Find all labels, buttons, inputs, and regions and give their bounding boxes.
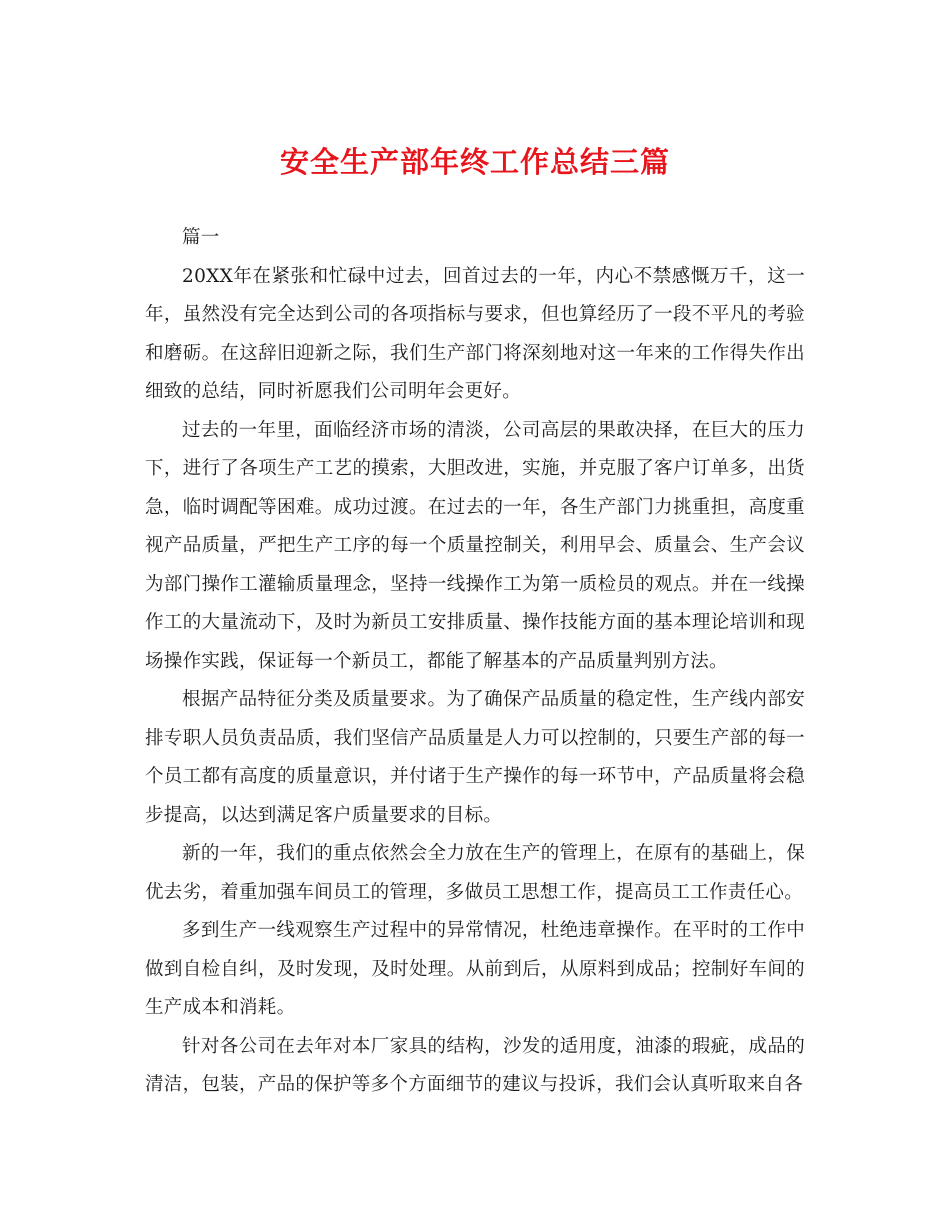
paragraph: 多到生产一线观察生产过程中的异常情况，杜绝违章操作。在平时的工作中做到自检自纠，及时发现，及时处理。从前到后，从原料到成品；控制好车间的生产成本和消耗。	[145, 920, 805, 1018]
paragraph: 新的一年，我们的重点依然会全力放在生产的管理上，在原有的基础上，保优去劣，着重加强车间员工的管理，多做员工思想工作，提高员工工作责任心。	[145, 843, 805, 903]
document-title: 安全生产部年终工作总结三篇	[279, 145, 670, 179]
paragraph: 针对各公司在去年对本厂家具的结构，沙发的适用度，油漆的瑕疵，成品的清洁，包装，产品的保护等多个方面细节的建议与投诉，我们会认真听取来自各	[145, 1035, 805, 1095]
paragraph: 过去的一年里，面临经济市场的清淡，公司高层的果敢决择，在巨大的压力下，进行了各项生产工艺的摸索，大胆改进，实施，并克服了客户订单多，出货急，临时调配等困难。成功过渡。在过去的一年，各生产部门力挑重担，高度重视产品质量，严把生产工序的每一个质量控制关，利用早会、质量会、生产会议为部门操作工灌输质量理念，坚持一线操作工为第一质检员的观点。并在一线操作工的大量流动下，及时为新员工安排质量、操作技能方面的基本理论培训和现场操作实践，保证每一个新员工，都能了解基本的产品质量判别方法。	[145, 419, 805, 672]
document-body	[145, 219, 805, 1105]
paragraph: 20XX年在紧张和忙碌中过去，回首过去的一年，内心不禁感慨万千，这一年，虽然没有完全达到公司的各项指标与要求，但也算经历了一段不平凡的考验和磨砺。在这辞旧迎新之际，我们生产部门将深刻地对这一年来的工作得失作出细致的总结，同时祈愿我们公司明年会更好。	[145, 265, 805, 402]
section-label: 篇一	[182, 227, 220, 248]
paragraph: 根据产品特征分类及质量要求。为了确保产品质量的稳定性，生产线内部安排专职人员负责品质，我们坚信产品质量是人力可以控制的，只要生产部的每一个员工都有高度的质量意识，并付诸于生产操作的每一环节中，产品质量将会稳步提高，以达到满足客户质量要求的目标。	[145, 689, 805, 826]
